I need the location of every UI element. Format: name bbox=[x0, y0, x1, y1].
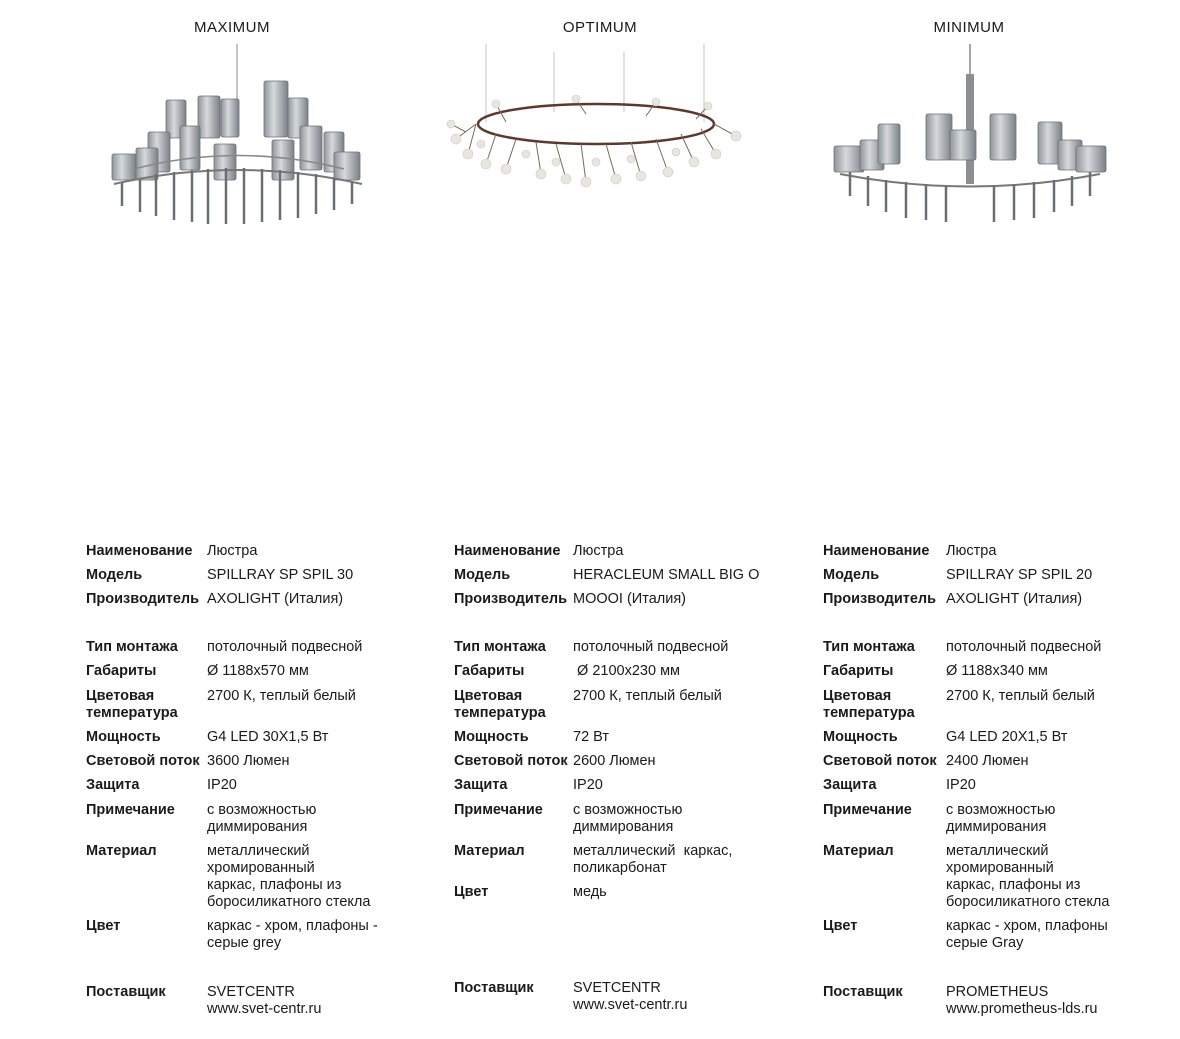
column-title-optimum: OPTIMUM bbox=[562, 19, 638, 36]
spec-label: Наименование bbox=[86, 543, 193, 559]
spec-label: Поставщик bbox=[454, 980, 534, 996]
spec-value: металлический хромированный каркас, плафоны из боросиликатного стекла bbox=[946, 843, 1110, 910]
column-title-minimum: MINIMUM bbox=[933, 19, 1005, 36]
spec-value: G4 LED 30X1,5 Вт bbox=[207, 729, 329, 745]
spec-label: Производитель bbox=[86, 591, 200, 607]
spec-value: SVETCENTR www.svet-centr.ru bbox=[573, 980, 688, 1013]
spec-label: Тип монтажа bbox=[86, 639, 178, 655]
spec-value: 2700 К, теплый белый bbox=[573, 688, 722, 704]
spec-value: 72 Вт bbox=[573, 729, 609, 745]
spec-value: MOOOI (Италия) bbox=[573, 591, 687, 607]
spec-label: Мощность bbox=[454, 729, 529, 745]
spec-value: Ø 2100x230 мм bbox=[573, 663, 681, 679]
spec-value: IP20 bbox=[207, 777, 237, 793]
spec-label: Наименование bbox=[823, 543, 930, 559]
spec-value: Люстра bbox=[573, 543, 624, 559]
spec-label: Примечание bbox=[823, 802, 912, 818]
chandelier-spillray-20-icon bbox=[830, 44, 1110, 234]
spec-value: 2400 Люмен bbox=[946, 753, 1029, 769]
spec-label: Модель bbox=[454, 567, 511, 583]
spec-value: каркас - хром, плафоны серые Gray bbox=[946, 918, 1108, 951]
chandelier-spillray-30-icon bbox=[104, 44, 374, 234]
spec-value: металлический хромированный каркас, плафоны из боросиликатного стекла bbox=[207, 843, 371, 910]
spec-label: Наименование bbox=[454, 543, 561, 559]
spec-label: Световой поток bbox=[454, 753, 568, 769]
chandelier-heracleum-ring-icon bbox=[446, 44, 746, 204]
spec-value: потолочный подвесной bbox=[573, 639, 729, 655]
spec-label: Тип монтажа bbox=[454, 639, 546, 655]
spec-label: Тип монтажа bbox=[823, 639, 915, 655]
spec-value: AXOLIGHT (Италия) bbox=[207, 591, 344, 607]
spec-value: каркас - хром, плафоны - серые grey bbox=[207, 918, 378, 951]
spec-label: Мощность bbox=[823, 729, 898, 745]
spec-value: PROMETHEUS www.prometheus-lds.ru bbox=[946, 984, 1098, 1017]
spec-value: с возможностью диммирования bbox=[207, 802, 317, 835]
spec-value: медь bbox=[573, 884, 607, 900]
spec-value: 3600 Люмен bbox=[207, 753, 290, 769]
spec-label: Цветовая температура bbox=[86, 688, 178, 721]
spec-value: Люстра bbox=[946, 543, 997, 559]
spec-label: Мощность bbox=[86, 729, 161, 745]
spec-label: Материал bbox=[823, 843, 894, 859]
spec-label: Цвет bbox=[86, 918, 121, 934]
spec-value: потолочный подвесной bbox=[207, 639, 363, 655]
spec-value: G4 LED 20X1,5 Вт bbox=[946, 729, 1068, 745]
spec-value: Люстра bbox=[207, 543, 258, 559]
spec-value: металлический каркас, поликарбонат bbox=[573, 843, 733, 876]
spec-label: Световой поток bbox=[86, 753, 200, 769]
spec-label: Материал bbox=[454, 843, 525, 859]
spec-value: потолочный подвесной bbox=[946, 639, 1102, 655]
spec-label: Цвет bbox=[823, 918, 858, 934]
spec-label: Производитель bbox=[823, 591, 937, 607]
spec-label: Примечание bbox=[86, 802, 175, 818]
spec-label: Цвет bbox=[454, 884, 489, 900]
spec-value: HERACLEUM SMALL BIG O bbox=[573, 567, 760, 583]
spec-label: Габариты bbox=[454, 663, 525, 679]
spec-label: Материал bbox=[86, 843, 157, 859]
spec-label: Защита bbox=[454, 777, 508, 793]
spec-value: 2700 К, теплый белый bbox=[946, 688, 1095, 704]
spec-value: SPILLRAY SP SPIL 20 bbox=[946, 567, 1093, 583]
spec-label: Модель bbox=[86, 567, 143, 583]
spec-label: Световой поток bbox=[823, 753, 937, 769]
spec-value: AXOLIGHT (Италия) bbox=[946, 591, 1083, 607]
spec-label: Поставщик bbox=[823, 984, 903, 1000]
spec-value: SVETCENTR www.svet-centr.ru bbox=[207, 984, 322, 1017]
spec-label: Цветовая температура bbox=[823, 688, 915, 721]
spec-label: Поставщик bbox=[86, 984, 166, 1000]
spec-label: Производитель bbox=[454, 591, 568, 607]
spec-value: с возможностью диммирования bbox=[573, 802, 683, 835]
spec-value: с возможностью диммирования bbox=[946, 802, 1056, 835]
spec-label: Примечание bbox=[454, 802, 543, 818]
spec-value: IP20 bbox=[573, 777, 603, 793]
spec-label: Габариты bbox=[86, 663, 157, 679]
spec-value: SPILLRAY SP SPIL 30 bbox=[207, 567, 354, 583]
spec-value: Ø 1188x570 мм bbox=[207, 663, 309, 679]
spec-label: Габариты bbox=[823, 663, 894, 679]
spec-label: Защита bbox=[86, 777, 140, 793]
spec-value: IP20 bbox=[946, 777, 976, 793]
spec-value: 2700 К, теплый белый bbox=[207, 688, 356, 704]
spec-label: Защита bbox=[823, 777, 877, 793]
spec-value: Ø 1188x340 мм bbox=[946, 663, 1048, 679]
spec-label: Модель bbox=[823, 567, 880, 583]
spec-value: 2600 Люмен bbox=[573, 753, 656, 769]
spec-label: Цветовая температура bbox=[454, 688, 546, 721]
column-title-maximum: MAXIMUM bbox=[194, 19, 270, 36]
